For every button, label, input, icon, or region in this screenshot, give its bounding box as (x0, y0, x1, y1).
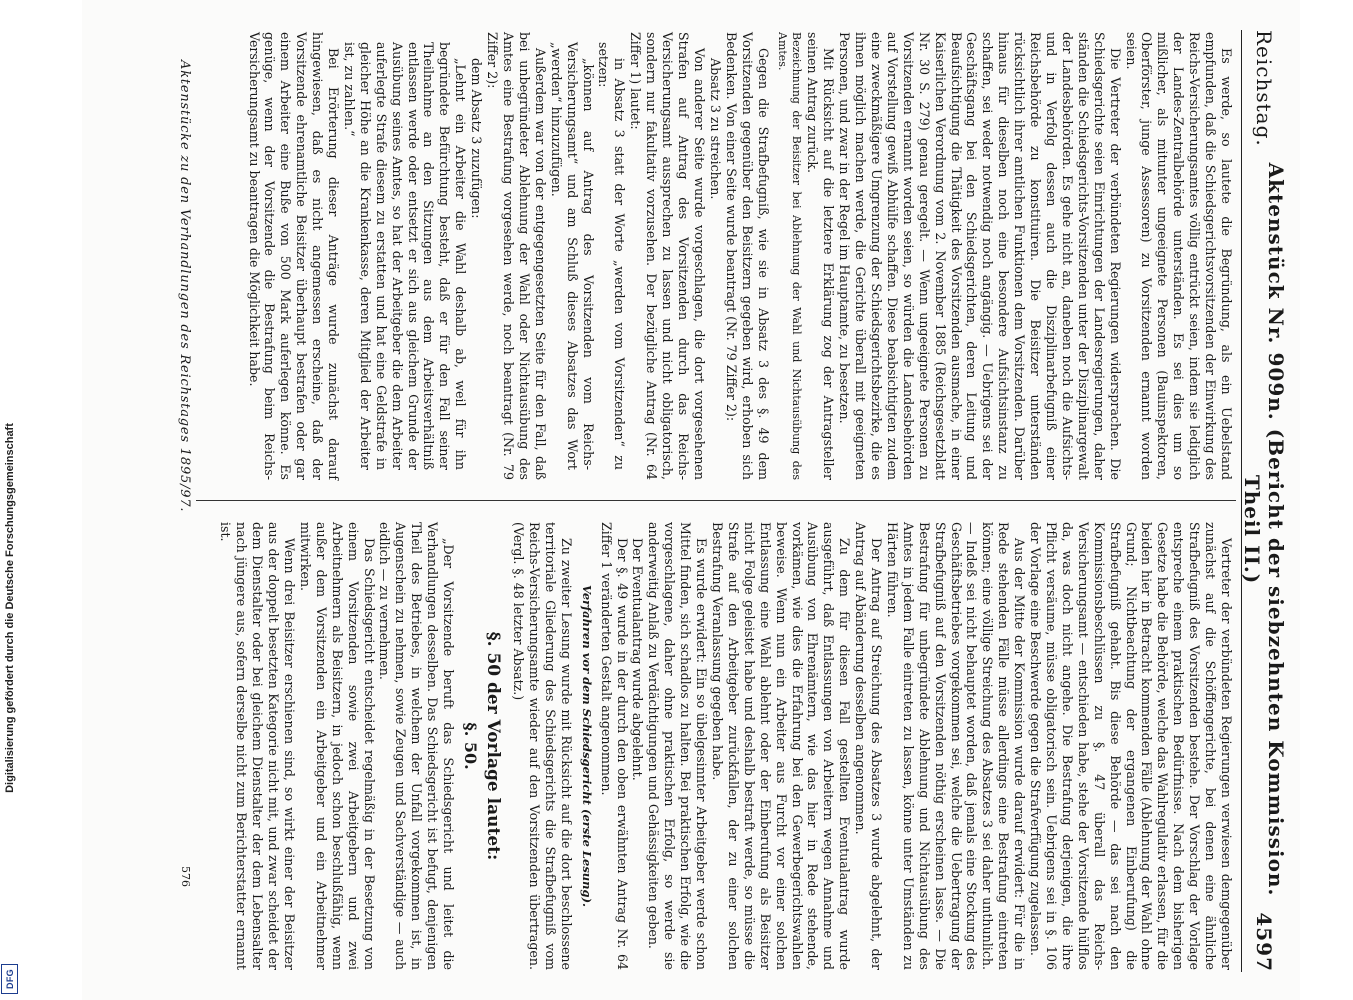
section-heading: §. 50 der Vorlage lautet: (483, 631, 504, 861)
right-column (218, 522, 1234, 970)
paragraph: „Lehnt ein Arbeiter die Wahl deshalb ab, weil für ihn begründete Befürchtung besteht, daß er für den Fall seiner Theilnahme an den Sitzungen aus dem Arbeitsverhältniß entlassen werde oder entsetzt er sich aus gleichem Grunde der Ausübung seines Amtes, so hat der Arbeitgeber die dem Arbeiter auferlegte Strafe diesem zu erstatten und hat eine Geldstrafe in gleicher Höhe an die Krankenkasse, deren Mitglied der Arbeiter ist, zu zahlen.“ (341, 42, 469, 470)
paragraph: Aus der Mitte der Kommission wurde darauf erwidert: Für die in Rede stehenden Fälle müsse allerdings eine Bestrafung eintreten können; eine völlige Streichung des Absatzes 3 sei daher unthunlich. — Indeß sei nicht behauptet worden, daß jemals eine Stockung des Geschäftsbetriebes vorgekommen sei, welche die Uebertragung der Strafbefugniß auf den Vorsitzenden nöthig erscheinen lasse. — Die Bestrafung für unbegründete Ablehnung und Nichtausübung des Amtes in jedem Falle eintreten zu lassen, könne unter Umständen zu Härten führen. (884, 522, 1028, 970)
column-divider (196, 500, 1236, 501)
dfg-logo-text: DFG (4, 969, 15, 989)
paragraph: Das Schiedsgericht entscheidet regelmäßig in der Besetzung von einem Vorsitzenden sowie zwei Arbeitgebern und zwei Arbeitnehmern als Beisitzern, in jedoch schon beschlußfähig, wenn außer dem Vorsitzenden ein Arbeitgeber und ein Arbeitnehmer mitwirken. (297, 522, 377, 970)
paragraph: Außerdem war von der entgegengesetzten Seite für den Fall, daß bei unbegründeter Ablehnung der Wahl oder Nichtausübung des Amtes eine Bestrafung vorgesehen werde, noch beantragt (Nr. 79 Ziffer 2): (485, 32, 548, 480)
section-label: Verfahren vor dem Schiedsgericht (erste Lesung). (579, 584, 594, 908)
paragraph: Der Antrag auf Streichung des Absatzes 3 wurde abgelehnt, der Antrag auf Abänderung desselben angenommen. (853, 522, 885, 970)
paragraph: Der §. 49 wurde in der durch den oben erwähnten Antrag Nr. 64 Ziffer 1 veränderten Gestalt angenommen. (598, 522, 630, 970)
running-title: Aktenstück Nr. 909n. (Bericht der siebzehnten Kommission. Theil II.) (1240, 162, 1288, 897)
paragraph: Es werde, so lautete die Begründung, als ein Uebelstand empfunden, daß die Schiedsgerichtsvorsitzenden der Einwirkung des Reichs-Versicherungsamtes völlig entrückt seien, indem sie lediglich der Landes-Zentralbehörde unterständen. Es sei dies um so mißlicher, als mitunter ungeeignete Personen (Bauinspektoren, Oberförster, junge Assessoren) zu Vorsitzenden ernannt worden seien. (1123, 32, 1234, 480)
paragraph: Gegen die Strafbefugniß, wie sie in Absatz 3 des §. 49 dem Vorsitzenden gegenüber den Beisitzern gegeben wird, erhoben sich Bedenken. Von einer Seite wurde beantragt (Nr. 79 Ziffer 2): (723, 32, 771, 480)
paragraph-number: §. 50. (461, 722, 481, 770)
paragraph: „können auf Antrag des Vorsitzenden vom Reichs-Versicherungsamt“ und am Schluß dieses Absatzes das Wort „werden“ hinzuzufügen. (548, 42, 596, 470)
paragraph: Bei Erörterung dieser Anträge wurde zunächst darauf hingewiesen, daß es nicht angemessen erscheine, daß der Vorsitzende ehrenamtliche Beisitzer überhaupt bestrafen oder gar einem Arbeiter eine Buße von 500 Mark auferlegen könne. Es genüge, wenn der Vorsitzende die Bestrafung beim Reichs-Versicherungsamt zu beantragen die Möglichkeit habe. (246, 32, 342, 480)
paragraph: Wenn drei Beisitzer erschienen sind, so wirkt einer der Beisitzer aus der doppelt besetzten Kategorie nicht mit, und zwar scheidet der dem Dienstalter oder bei gleichem Dienstalter der dem Lebensalter nach jüngere aus, sofern derselbe nicht zum Berichterstatter ernannt ist. (218, 522, 298, 970)
scanned-page (82, 0, 1300, 1000)
paragraph: Die Vertreter der verbündeten Regierungen widersprachen. Die Schiedsgerichte seien Einrichtungen der Landesregierungen, daher ständen die Schiedsgerichts-Vorsitzenden unter der Disziplinargewalt der Landesbehörden. Es gehe nicht an, daneben noch die Aufsichts- und in Verfolg dessen auch die Disziplinarbefugniß einer Reichsbehörde zu konstituiren. Die Beisitzer unterständen rücksichtlich ihrer amtlichen Funktionen dem Vorsitzenden. Darüber hinaus für dieselben noch eine besondere Aufsichtsinstanz zu schaffen, sei weder notwendig noch angängig. — Uebrigens sei der Geschäftsgang bei den Schiedsgerichten, deren Leitung und Beaufsichtigung die Thätigkeit des Vorsitzenden ausmache, in einer Kaiserlichen Verordnung vom 2. November 1885 (Reichsgesetzblatt Nr. 30 S. 279) genau geregelt. — Wenn ungeeignete Personen zu Vorsitzenden ernannt worden seien, so würden die Landesbehörden auf Vorstellung gewiß Abhülfe schaffen. Diese beabsichtigten zudem eine zweckmäßigere Umgrenzung der Schiedsgerichtsbezirke, die es ihnen möglich machen werde, die Gerichte überall mit geeigneten Personen, und zwar in der Regel im Hauptamte, zu besetzen. (837, 32, 1123, 480)
footer-source: Aktenstücke zu den Verhandlungen des Reichstages 1895/97. (177, 60, 192, 513)
header-left: Reichstag. (1252, 30, 1276, 147)
paragraph: Mit Rücksicht auf die letztere Erklärung zog der Antragsteller seinen Antrag zurück. (805, 32, 837, 480)
footer-number: 576 (179, 866, 192, 887)
paragraph: Vertreter der verbündeten Regierungen verwiesen demgegenüber zunächst auf die Schöffengerichte, bei denen eine ähnliche Strafbefugniß des Vorsitzenden bestehe. Der Vorschlag der Vorlage entspreche einem praktischen Bedürfnisse. Nach dem bisherigen Gesetze habe die Behörde, welche das Wahlregulativ erlassen, für die beiden hier in Betracht kommenden Fälle (Ablehnung der Wahl ohne Grund; Nichtbeachtung der ergangenen Einberufung) die Strafbefugniß gehabt. Bis diese Behörde — das sei nach den Kommissionsbeschlüssen zu §. 47 überall das Reichs-Versicherungsamt — entschieden habe, stehe der Vorsitzende hülflos da, was doch nicht angehe. Die Bestrafung derjenigen, die ihre Pflicht versäume, müsse obligatorisch sein. Uebrigens sei in §. 106 der Vorlage eine Beschwerde gegen die Strafverfügung zugelassen. (1028, 522, 1234, 970)
paragraph: Zu zweiter Lesung wurde mit Rücksicht auf die dort beschlossene territoriale Gliederung des Schiedsgerichts die Strafbefugniß vom Reichs-Versicherungsamte wieder auf den Vorsitzenden übertragen. (Vergl. §. 48 letzter Absatz.) (511, 522, 574, 970)
digitization-margin (0, 0, 20, 1000)
paragraph: Der Eventualantrag wurde abgelehnt. (630, 538, 646, 781)
funding-note: Digitalisierung gefördert durch die Deutsche Forschungsgemeinschaft (4, 423, 16, 793)
header-rule (1241, 30, 1242, 972)
paragraph: Absatz 3 zu streichen. (707, 58, 723, 200)
left-column (246, 32, 1234, 480)
page-header (1240, 30, 1288, 972)
paragraph: Von anderer Seite wurde vorgeschlagen, die dort vorgesehenen Strafen auf Antrag des Vorsitzenden durch das Reichs-Versicherungsamt aussprechen zu lassen und nicht obligatorisch, sondern nur fakultativ vorzusehen. Der bezügliche Antrag (Nr. 64 Ziffer 1) lautet: (628, 32, 707, 480)
paragraph: Zu dem für diesen Fall gestellten Eventualantrag wurde ausgeführt, daß Entlassungen von Arbeitern wegen Annahme und Ausübung von Ehrenämtern, wie das hier in Rede stehende, vorkämen, wie dies die Erfahrung bei den Gewerbegerichtswahlen beweise. Wenn nun ein Arbeiter aus Furcht vor einer solchen Entlassung eine Wahl ablehnt oder der Einberufung als Beisitzer nicht Folge geleistet habe und deshalb bestraft werde, so müsse die Strafe auf den Arbeitgeber zurückfallen, der zu einer solchen Bestrafung Veranlassung gegeben habe. (710, 522, 853, 970)
page-number: 4597 (1252, 912, 1276, 972)
paragraph: Es wurde erwidert: Ein so übelgesinnter Arbeitgeber werde schon Mittel finden, sich schadlos zu halten. Bei praktischen Erfolg, wie die vorgeschlagene, daher ohne praktischen Erfolg, so werde sie anderweitig Anlaß zu Verdächtigungen und Gehässigkeiten geben. (646, 522, 710, 970)
dfg-logo (1, 964, 18, 994)
paragraph: in Absatz 3 statt der Worte „werden vom Vorsitzenden“ zu setzen: (596, 42, 628, 470)
paragraph: „Der Vorsitzende beruft das Schiedsgericht und leitet die Verhandlungen desselben. Das Schiedsgericht ist befugt, denjenigen Theil des Betriebes, in welchem der Unfall vorgekommen ist, in Augenschein zu nehmen, sowie Zeugen und Sachverständige — auch eidlich — zu vernehmen. (377, 522, 457, 970)
marginal-heading: Bezeichnung der Beisitzer bei Ablehnung der Wahl und Nichtausübung des Amtes. (775, 32, 803, 480)
paragraph: dem Absatz 3 zuzufügen: (469, 58, 485, 219)
